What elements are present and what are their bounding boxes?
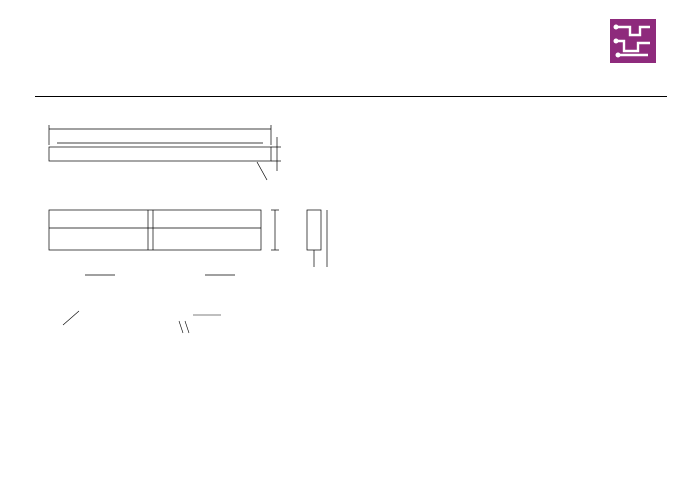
technical-drawing: [35, 115, 335, 365]
tru-components-logo: [608, 17, 672, 89]
title-rule: [35, 96, 667, 97]
